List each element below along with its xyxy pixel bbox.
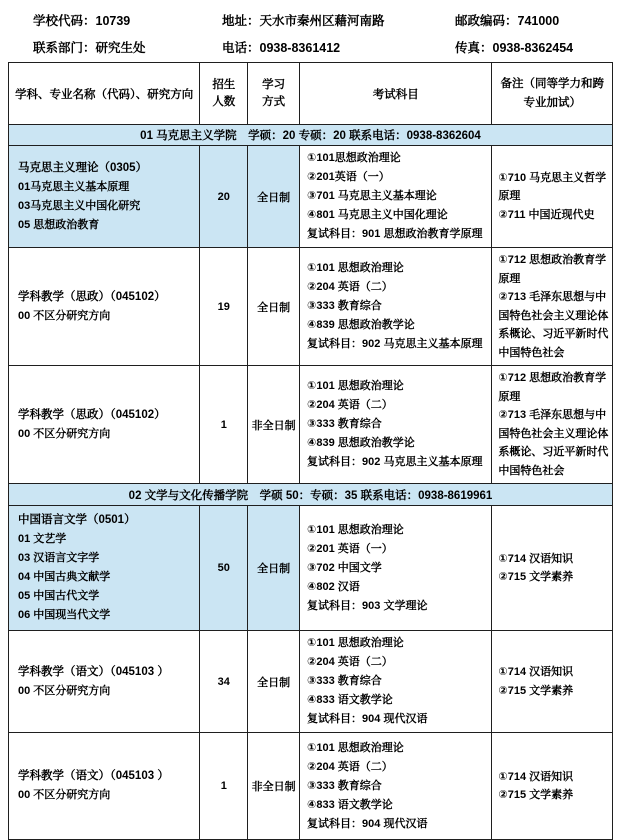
note-item: ②713 毛泽东思想与中国特色社会主义理论体系概论、习近平新时代中国特色社会 xyxy=(498,409,609,477)
exam-subjects-cell xyxy=(300,733,492,839)
info-line-1 xyxy=(33,8,621,35)
notes-cell xyxy=(492,248,612,365)
research-direction: 05 思想政治教育 xyxy=(18,218,100,231)
exam-subject: ③333 教育综合 xyxy=(307,418,382,430)
retest-subject: 复试科目：902 马克思主义基本原理 xyxy=(307,456,483,468)
study-mode-cell: 全日制 xyxy=(248,506,300,630)
exam-subject: ①101 思想政治理论 xyxy=(307,637,404,649)
table-row xyxy=(9,631,612,733)
exam-subject: ②201 英语（一） xyxy=(307,542,393,555)
exam-subjects-cell xyxy=(300,366,492,483)
column-header-quota-line2: 人数 xyxy=(212,95,236,108)
column-header-notes-line1: 备注（同等学力和跨 xyxy=(500,77,604,90)
study-mode-cell: 全日制 xyxy=(248,146,300,247)
program-name: 中国语言文学（0501） xyxy=(18,514,136,526)
retest-subject: 复试科目：902 马克思主义基本原理 xyxy=(307,338,483,350)
phone-number: 电话：0938-8361412 xyxy=(222,41,341,55)
table-row xyxy=(9,248,612,366)
exam-subjects-cell xyxy=(300,631,492,732)
note-item: ①714 汉语知识 xyxy=(498,552,574,565)
exam-subject: ③333 教育综合 xyxy=(307,300,382,312)
notes-cell xyxy=(492,631,612,732)
quota-cell: 1 xyxy=(200,366,248,483)
exam-subject: ③333 教育综合 xyxy=(307,675,382,687)
note-item: ①710 马克思主义哲学原理 xyxy=(498,171,607,203)
exam-subject: ④802 汉语 xyxy=(307,580,360,593)
note-item: ②715 文学素养 xyxy=(498,684,574,697)
note-item: ②711 中国近现代史 xyxy=(498,208,595,221)
column-header-mode-line2: 方式 xyxy=(262,95,286,108)
table-row xyxy=(9,366,612,484)
note-item: ①714 汉语知识 xyxy=(498,770,574,783)
note-item: ①712 思想政治教育学原理 xyxy=(498,372,607,403)
quota-cell: 50 xyxy=(200,506,248,630)
program-name: 学科教学（语文）（045103 ） xyxy=(18,665,169,678)
exam-subject: ②204 英语（二） xyxy=(307,399,393,411)
program-cell xyxy=(9,733,200,839)
section-header-marxism-college xyxy=(9,125,612,146)
exam-subject: ④839 思想政治教学论 xyxy=(307,319,415,331)
school-address: 地址：天水市秦州区藉河南路 xyxy=(222,14,385,28)
research-direction: 00 不区分研究方向 xyxy=(18,684,111,697)
note-item: ②713 毛泽东思想与中国特色社会主义理论体系概论、习近平新时代中国特色社会 xyxy=(498,291,609,359)
study-mode-cell: 全日制 xyxy=(248,631,300,732)
retest-subject: 复试科目：904 现代汉语 xyxy=(307,817,428,830)
retest-subject: 复试科目：904 现代汉语 xyxy=(307,713,428,725)
program-cell xyxy=(9,631,200,732)
exam-subject: ③333 教育综合 xyxy=(307,779,382,792)
research-direction: 01 文艺学 xyxy=(18,533,67,545)
retest-subject: 复试科目：903 文学理论 xyxy=(307,599,428,612)
column-header-notes xyxy=(492,63,612,124)
program-cell xyxy=(9,506,200,630)
exam-subjects-cell xyxy=(300,146,492,247)
program-cell xyxy=(9,146,200,247)
retest-subject: 复试科目：901 思想政治教育学原理 xyxy=(307,228,483,240)
section-title: 01 马克思主义学院 学硕：20 专硕：20 联系电话：0938-8362604 xyxy=(140,130,481,142)
research-direction: 03 汉语言文字学 xyxy=(18,552,100,564)
exam-subject: ①101 思想政治理论 xyxy=(307,523,404,536)
exam-subject: ①101思想政治理论 xyxy=(307,152,401,164)
notes-cell xyxy=(492,733,612,839)
program-name: 学科教学（思政）（045102） xyxy=(18,408,166,421)
column-header-mode-line1: 学习 xyxy=(262,78,286,91)
contact-department: 联系部门：研究生处 xyxy=(33,41,146,55)
study-mode-cell: 非全日制 xyxy=(248,733,300,839)
school-code: 学校代码：10739 xyxy=(33,14,131,28)
exam-subject: ②204 英语（二） xyxy=(307,760,393,773)
exam-subject: ③702 中国文学 xyxy=(307,561,382,574)
admissions-table xyxy=(8,62,613,840)
exam-subject: ①101 思想政治理论 xyxy=(307,262,404,274)
exam-subject: ④839 思想政治教学论 xyxy=(307,437,415,449)
table-header-row xyxy=(9,63,612,125)
exam-subjects-cell xyxy=(300,248,492,365)
column-header-quota-line1: 招生 xyxy=(212,78,236,91)
research-direction: 05 中国古代文学 xyxy=(18,590,100,602)
program-name: 马克思主义理论（0305） xyxy=(18,161,148,174)
note-item: ②715 文学素养 xyxy=(498,789,574,801)
program-name: 学科教学（语文）（045103 ） xyxy=(18,770,169,782)
exam-subject: ③701 马克思主义基本理论 xyxy=(307,190,437,202)
quota-cell: 19 xyxy=(200,248,248,365)
section-header-literature-college xyxy=(9,484,612,506)
exam-subject: ①101 思想政治理论 xyxy=(307,741,404,754)
research-direction: 00 不区分研究方向 xyxy=(18,789,111,801)
column-header-mode xyxy=(248,63,300,124)
column-header-notes-line2: 专业加试） xyxy=(523,96,581,109)
note-item: ①712 思想政治教育学原理 xyxy=(498,254,607,285)
exam-subject: ④833 语文教学论 xyxy=(307,694,393,706)
program-cell xyxy=(9,366,200,483)
research-direction: 00 不区分研究方向 xyxy=(18,309,111,322)
notes-cell xyxy=(492,146,612,247)
column-header-program: 学科、专业名称（代码）、研究方向 xyxy=(9,63,200,124)
exam-subject: ①101 思想政治理论 xyxy=(307,380,404,392)
exam-subject: ②204 英语（二） xyxy=(307,656,393,668)
table-row xyxy=(9,506,612,631)
postal-code: 邮政编码：741000 xyxy=(455,14,560,28)
exam-subject: ④833 语文教学论 xyxy=(307,798,393,811)
section-title: 02 文学与文化传播学院 学硕 50：专硕：35 联系电话：0938-8619961 xyxy=(128,489,493,502)
school-info-header xyxy=(0,0,621,62)
table-row xyxy=(9,733,612,839)
notes-cell xyxy=(492,366,612,483)
research-direction: 01马克思主义基本原理 xyxy=(18,180,130,193)
research-direction: 06 中国现当代文学 xyxy=(18,609,111,621)
quota-cell: 20 xyxy=(200,146,248,247)
info-line-2 xyxy=(33,35,621,62)
exam-subjects-cell xyxy=(300,506,492,630)
study-mode-cell: 非全日制 xyxy=(248,366,300,483)
quota-cell: 34 xyxy=(200,631,248,732)
notes-cell xyxy=(492,506,612,630)
exam-subject: ②201英语（一） xyxy=(307,171,390,183)
exam-subject: ②204 英语（二） xyxy=(307,281,393,293)
research-direction: 03马克思主义中国化研究 xyxy=(18,199,141,212)
fax-number: 传真：0938-8362454 xyxy=(455,41,574,55)
program-cell xyxy=(9,248,200,365)
study-mode-cell: 全日制 xyxy=(248,248,300,365)
exam-subject: ④801 马克思主义中国化理论 xyxy=(307,209,448,221)
column-header-quota xyxy=(200,63,248,124)
research-direction: 00 不区分研究方向 xyxy=(18,427,111,440)
program-name: 学科教学（思政）（045102） xyxy=(18,290,166,303)
note-item: ①714 汉语知识 xyxy=(498,666,574,678)
quota-cell: 1 xyxy=(200,733,248,839)
table-row xyxy=(9,146,612,248)
column-header-subjects: 考试科目 xyxy=(300,63,492,124)
note-item: ②715 文学素养 xyxy=(498,571,574,583)
research-direction: 04 中国古典文献学 xyxy=(18,571,111,583)
